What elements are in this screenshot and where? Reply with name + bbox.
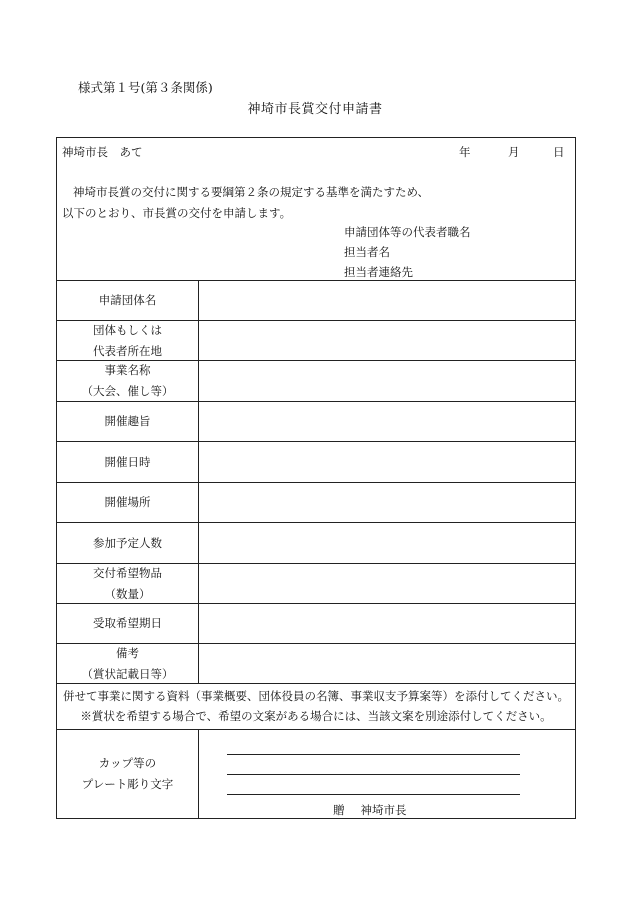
receipt-date-label: 受取希望期日: [57, 604, 199, 643]
plate-text-line-1[interactable]: [227, 754, 520, 755]
addressee: 神埼市長 あて: [62, 145, 143, 159]
document-title: 神埼市長賞交付申請書: [247, 102, 383, 117]
representative-title-field[interactable]: 申請団体等の代表者職名: [344, 225, 471, 239]
attachment-note-line1: 併せて事業に関する資料（事業概要、団体役員の名簿、事業収支予算案等）を添付してください。: [63, 689, 569, 703]
row-venue: [57, 483, 575, 523]
row-remarks: [57, 644, 575, 684]
contact-person-field[interactable]: 担当者名: [344, 245, 390, 259]
venue-label: 開催場所: [57, 483, 199, 522]
plate-text-line-3[interactable]: [227, 794, 520, 795]
row-participants: [57, 523, 575, 564]
form-number-label: 様式第１号(第３条関係): [78, 80, 213, 95]
row-receipt-date: [57, 604, 575, 644]
form-header-block: [57, 138, 575, 281]
event-name-label: 事業名称 （大会、催し等）: [57, 361, 199, 401]
remarks-field[interactable]: [199, 644, 575, 683]
row-purpose: [57, 402, 575, 442]
row-address: [57, 321, 575, 361]
participants-label: 参加予定人数: [57, 523, 199, 563]
intro-text-line1: 神埼市長賞の交付に関する要綱第２条の規定する基準を満たすため、: [73, 185, 430, 199]
applicant-group-label: 申請団体名: [57, 280, 199, 320]
intro-text-line2: 以下のとおり、市長賞の交付を申請します。: [62, 206, 292, 220]
date-day-field[interactable]: 日: [553, 145, 565, 159]
row-applicant-group: [57, 280, 575, 321]
attachment-note: [57, 684, 575, 730]
venue-field[interactable]: [199, 483, 575, 522]
date-year-field[interactable]: 年: [459, 145, 471, 159]
contact-info-field[interactable]: 担当者連絡先: [344, 265, 413, 279]
plate-engraving-label: カップ等の プレート彫り文字: [57, 729, 199, 818]
items-label: 交付希望物品 （数量）: [57, 564, 199, 603]
plate-text-line-2[interactable]: [227, 774, 520, 775]
row-datetime: [57, 442, 575, 483]
address-label: 団体もしくは 代表者所在地: [57, 321, 199, 360]
date-month-field[interactable]: 月: [508, 145, 520, 159]
event-name-field[interactable]: [199, 361, 575, 401]
row-items: [57, 564, 575, 604]
row-plate-engraving: [57, 729, 575, 818]
items-field[interactable]: [199, 564, 575, 603]
application-form: [56, 137, 576, 819]
plate-signer: 神埼市長: [360, 803, 407, 817]
remarks-label: 備考 （賞状記載日等）: [57, 644, 199, 683]
participants-field[interactable]: [199, 523, 575, 563]
row-event-name: [57, 361, 575, 402]
datetime-label: 開催日時: [57, 442, 199, 482]
receipt-date-field[interactable]: [199, 604, 575, 643]
address-field[interactable]: [199, 321, 575, 360]
datetime-field[interactable]: [199, 442, 575, 482]
plate-signature: [333, 802, 423, 818]
attachment-note-line2: ※賞状を希望する場合で、希望の文案がある場合には、当該文案を別途添付してください。: [80, 709, 552, 723]
purpose-field[interactable]: [199, 402, 575, 441]
purpose-label: 開催趣旨: [57, 402, 199, 441]
presented-mark: 贈: [333, 803, 345, 817]
applicant-group-field[interactable]: [199, 280, 575, 320]
